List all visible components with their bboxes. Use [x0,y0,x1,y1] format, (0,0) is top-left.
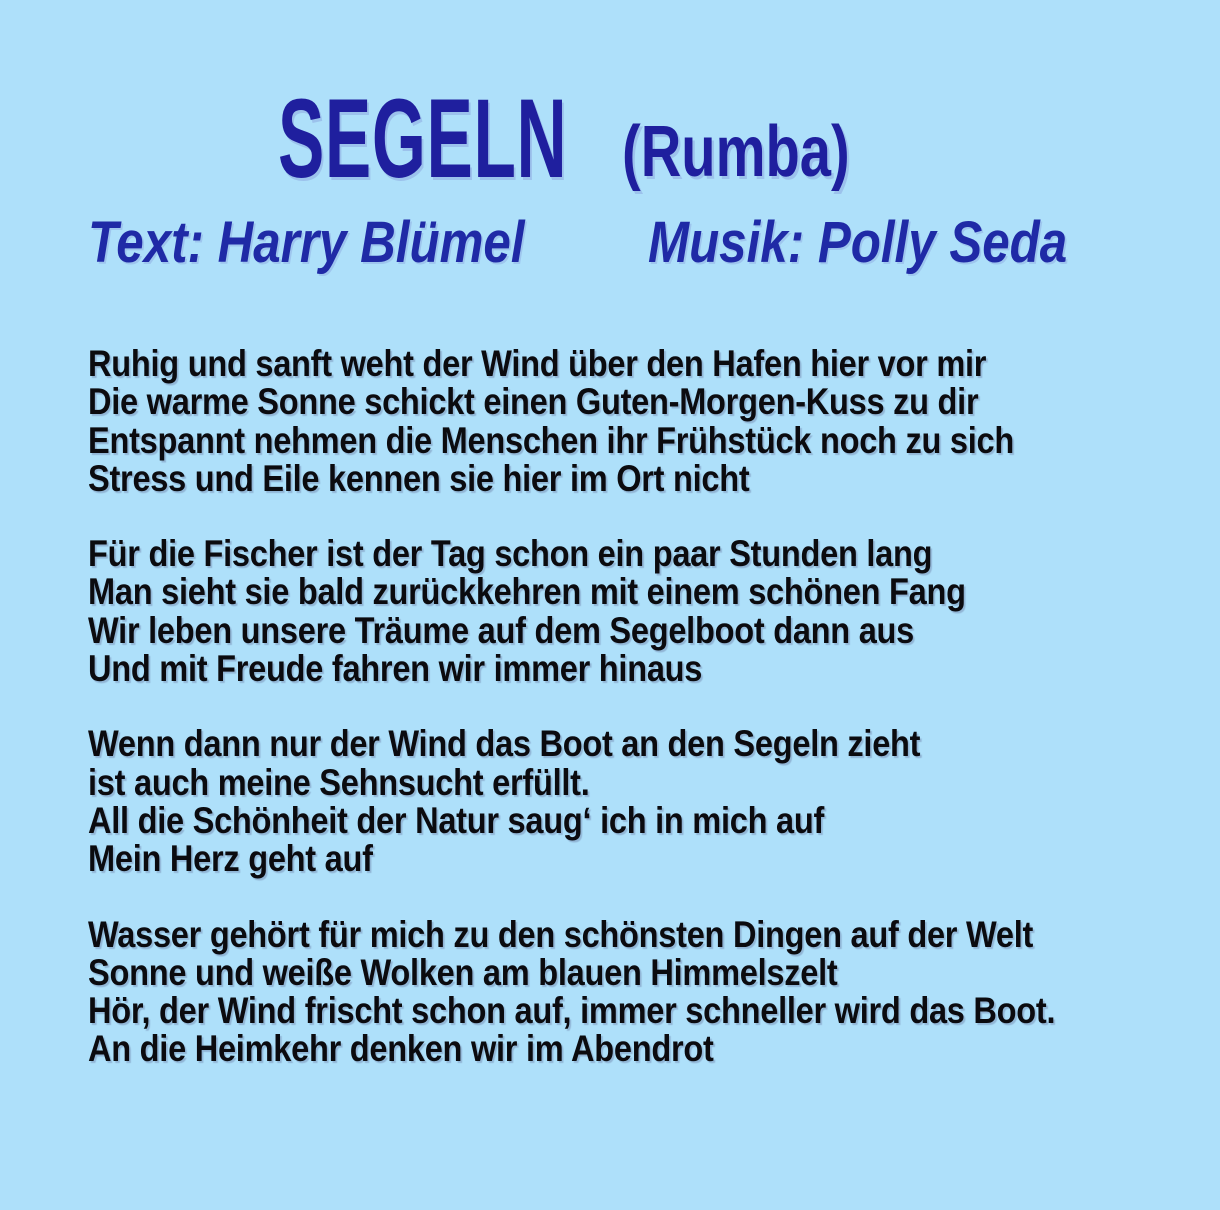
lyric-line: ist auch meine Sehnsucht erfüllt. [88,761,590,803]
lyrics-body [88,345,1208,1106]
text-credit: Text: Harry Blümel [88,210,525,275]
lyric-line: All die Schönheit der Natur saug‘ ich in mich auf [88,799,825,841]
lyric-line: Die warme Sonne schickt einen Guten-Morgen-Kuss zu dir [88,381,979,423]
music-credit: Musik: Polly Seda [648,210,1068,275]
verse-2 [88,535,1074,688]
lyric-line: Sonne und weiße Wolken am blauen Himmelszelt [88,951,838,993]
lyric-line: Mein Herz geht auf [88,838,373,880]
verse-1 [88,345,1074,498]
lyric-line: Und mit Freude fahren wir immer hinaus [88,648,703,690]
lyric-line: Entspannt nehmen die Menschen ihr Frühstück noch zu sich [88,419,1014,461]
lyric-line: Für die Fischer ist der Tag schon ein paar Stunden lang [88,533,933,575]
song-title: SEGELN [278,76,568,201]
lyric-line: Wasser gehört für mich zu den schönsten Dingen auf der Welt [88,913,1034,955]
verse-3 [88,725,1074,878]
lyric-line: Hör, der Wind frischt schon auf, immer schneller wird das Boot. [88,990,1056,1032]
verse-4 [88,913,1074,1070]
lyric-line: Man sieht sie bald zurückkehren mit einem schönen Fang [88,571,966,613]
lyric-line: Wir leben unsere Träume auf dem Segelboot dann aus [88,609,915,651]
lyric-line: Stress und Eile kennen sie hier im Ort nicht [88,457,750,499]
lyric-line: An die Heimkehr denken wir im Abendrot [88,1028,714,1070]
lyric-line: Ruhig und sanft weht der Wind über den Hafen hier vor mir [88,343,987,384]
lyric-line: Wenn dann nur der Wind das Boot an den Segeln zieht [88,723,921,765]
song-style-label: (Rumba) [622,112,850,192]
